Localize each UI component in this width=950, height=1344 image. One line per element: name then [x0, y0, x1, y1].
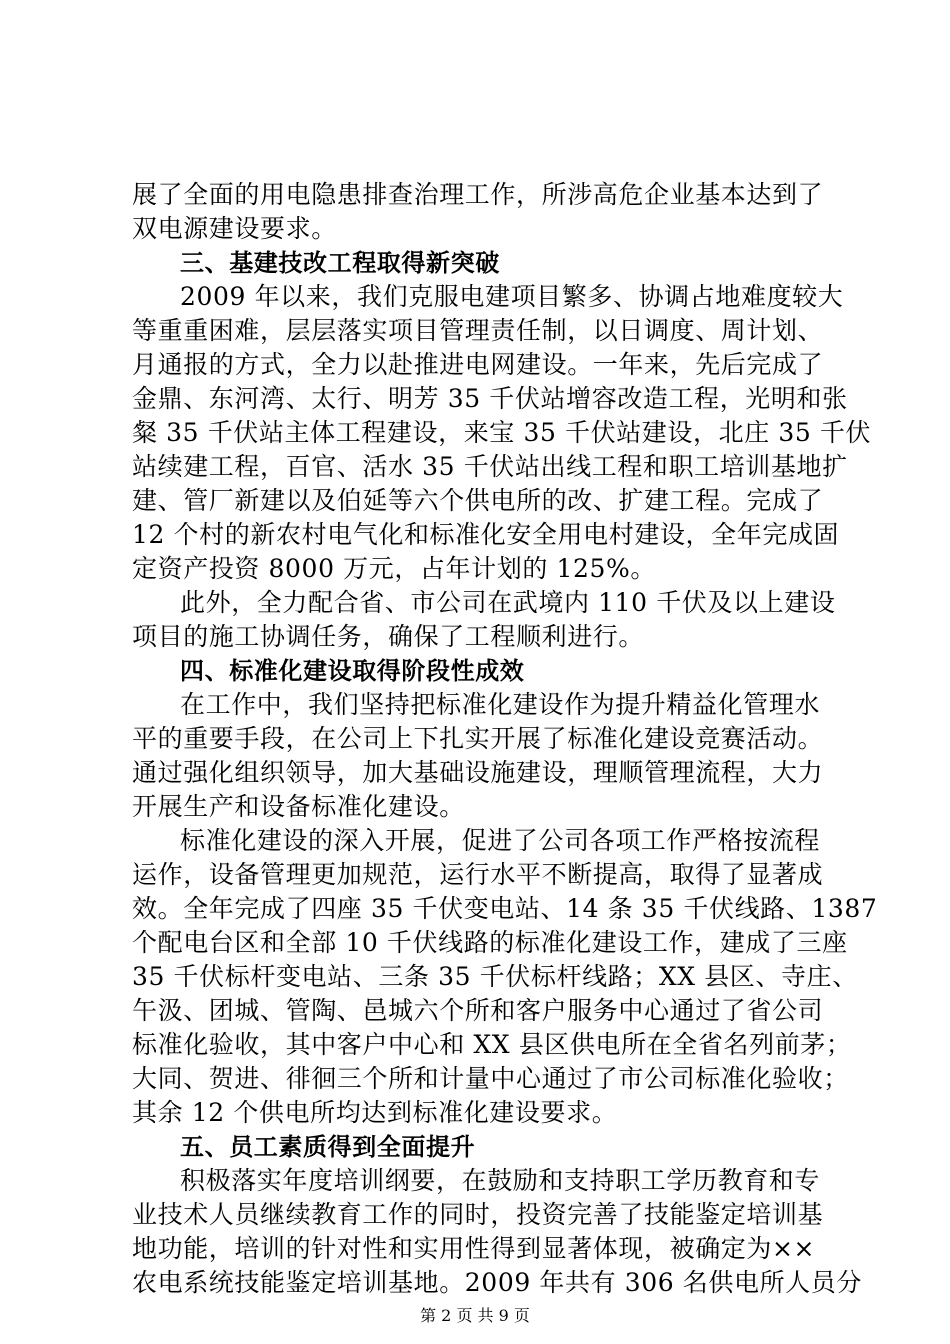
- body-line: 平的重要手段，在公司上下扎实开展了标准化建设竞赛活动。: [132, 724, 824, 753]
- body-line: 月通报的方式，全力以赴推进电网建设。一年来，先后完成了: [132, 350, 824, 379]
- body-line: 35 千伏标杆变电站、三条 35 千伏标杆线路；XX 县区、寺庄、: [132, 962, 858, 991]
- page-footer: 第 2 页 共 9 页: [420, 1306, 530, 1325]
- body-line: 12 个村的新农村电气化和标准化安全用电村建设，全年完成固: [132, 520, 840, 549]
- body-line: 建、管厂新建以及伯延等六个供电所的改、扩建工程。完成了: [132, 486, 824, 515]
- section-heading: 四、标准化建设取得阶段性成效: [180, 657, 525, 685]
- body-line: 项目的施工协调任务，确保了工程顺利进行。: [132, 622, 645, 651]
- body-line: 定资产投资 8000 万元，占年计划的 125%。: [132, 554, 656, 583]
- body-line: 开展生产和设备标准化建设。: [132, 792, 465, 821]
- body-line: 农电系统技能鉴定培训基地。2009 年共有 306 名供电所人员分: [132, 1268, 862, 1297]
- body-line: 标准化验收，其中客户中心和 XX 县区供电所在全省名列前茅；: [132, 1030, 852, 1059]
- body-line: 效。全年完成了四座 35 千伏变电站、14 条 35 千伏线路、1387: [132, 894, 878, 923]
- body-line: 大同、贺进、徘徊三个所和计量中心通过了市公司标准化验收；: [132, 1064, 849, 1093]
- section-heading: 五、员工素质得到全面提升: [180, 1133, 476, 1161]
- body-line: 粲 35 千伏站主体工程建设，来宝 35 千伏站建设，北庄 35 千伏: [132, 418, 872, 447]
- body-line: 个配电台区和全部 10 千伏线路的标准化建设工作，建成了三座: [132, 928, 848, 957]
- body-line: 此外，全力配合省、市公司在武境内 110 千伏及以上建设: [180, 588, 836, 617]
- body-line: 运作，设备管理更加规范，运行水平不断提高，取得了显著成: [132, 860, 824, 889]
- body-line: 其余 12 个供电所均达到标准化建设要求。: [132, 1098, 618, 1127]
- body-line: 午汲、团城、管陶、邑城六个所和客户服务中心通过了省公司: [132, 996, 824, 1025]
- section-heading: 三、基建技改工程取得新突破: [180, 249, 500, 277]
- body-line: 在工作中，我们坚持把标准化建设作为提升精益化管理水: [180, 690, 821, 719]
- body-line: 双电源建设要求。: [132, 214, 337, 243]
- body-line: 展了全面的用电隐患排查治理工作，所涉高危企业基本达到了: [132, 180, 824, 209]
- body-line: 站续建工程，百官、活水 35 千伏站出线工程和职工培训基地扩: [132, 452, 848, 481]
- body-line: 业技术人员继续教育工作的同时，投资完善了技能鉴定培训基: [132, 1200, 824, 1229]
- body-line: 地功能，培训的针对性和实用性得到显著体现，被确定为××: [132, 1234, 816, 1263]
- body-line: 通过强化组织领导，加大基础设施建设，理顺管理流程，大力: [132, 758, 824, 787]
- body-line: 标准化建设的深入开展，促进了公司各项工作严格按流程: [180, 826, 821, 855]
- body-line: 积极落实年度培训纲要，在鼓励和支持职工学历教育和专: [180, 1166, 821, 1195]
- body-line: 金鼎、东河湾、太行、明芳 35 千伏站增容改造工程，光明和张: [132, 384, 848, 413]
- body-line: 等重重困难，层层落实项目管理责任制，以日调度、周计划、: [132, 316, 824, 345]
- body-line: 2009 年以来，我们克服电建项目繁多、协调占地难度较大: [180, 282, 844, 311]
